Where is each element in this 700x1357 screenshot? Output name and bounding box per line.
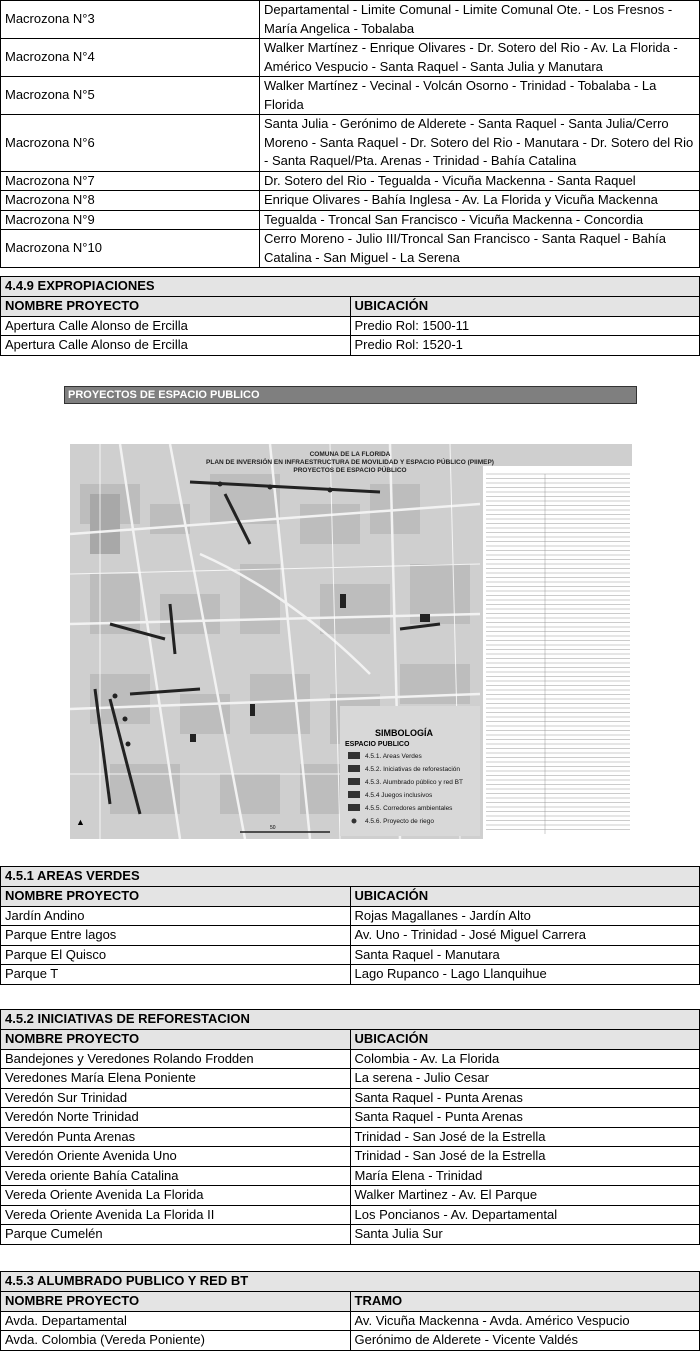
macrozona-streets: Departamental - Limite Comunal - Limite Comunal Ote. - Los Fresnos - María Angelica - Tobalaba <box>260 1 700 39</box>
table-row <box>1 115 700 172</box>
table-row <box>1 1049 700 1069</box>
table-row <box>1 1088 700 1108</box>
project-location: Colombia - Av. La Florida <box>350 1049 700 1069</box>
table-row <box>1 1069 700 1089</box>
legend-item: 4.5.6. Proyecto de riego <box>365 818 435 825</box>
table-row <box>1 1186 700 1206</box>
project-location: Av. Vicuña Mackenna - Avda. Américo Vespucio <box>350 1311 700 1331</box>
project-location: Santa Julia Sur <box>350 1225 700 1245</box>
table-row <box>1 965 700 985</box>
north-arrow-icon: ▲ <box>76 817 85 827</box>
project-name: Parque T <box>1 965 351 985</box>
project-location: La serena - Julio Cesar <box>350 1069 700 1089</box>
macrozona-streets: Walker Martínez - Enrique Olivares - Dr. Sotero del Rio - Av. La Florida - Américo Vespucio - Santa Raquel - Santa Julia y Manutara <box>260 39 700 77</box>
macrozona-name: Macrozona N°3 <box>1 1 260 39</box>
macrozona-name: Macrozona N°9 <box>1 210 260 230</box>
table-row <box>1 926 700 946</box>
table-row <box>1 1 700 39</box>
table-row <box>1 945 700 965</box>
col-header-nombre: NOMBRE PROYECTO <box>1 297 351 317</box>
project-name: Apertura Calle Alonso de Ercilla <box>1 316 351 336</box>
map-title-3: PROYECTOS DE ESPACIO PÚBLICO <box>293 467 407 474</box>
project-location: Av. Uno - Trinidad - José Miguel Carrera <box>350 926 700 946</box>
project-location: Walker Martinez - Av. El Parque <box>350 1186 700 1206</box>
section-title-reforestacion: 4.5.2 INICIATIVAS DE REFORESTACION <box>1 1010 700 1030</box>
table-row <box>1 230 700 268</box>
col-header-nombre: NOMBRE PROYECTO <box>1 887 351 907</box>
map-tables-panel <box>483 466 632 839</box>
legend-item: 4.5.4 Juegos inclusivos <box>365 792 433 799</box>
project-location: Trinidad - San José de la Estrella <box>350 1127 700 1147</box>
macrozona-streets: Dr. Sotero del Rio - Tegualda - Vicuña Mackenna - Santa Raquel <box>260 171 700 191</box>
legend-subtitle: ESPACIO PUBLICO <box>345 741 410 748</box>
macrozona-streets: Cerro Moreno - Julio III/Troncal San Francisco - Santa Raquel - Bahía Catalina - San Miguel - La Serena <box>260 230 700 268</box>
project-location: Los Poncianos - Av. Departamental <box>350 1205 700 1225</box>
project-name: Apertura Calle Alonso de Ercilla <box>1 336 351 356</box>
legend-symbol <box>348 765 360 772</box>
legend-symbol <box>348 791 360 798</box>
table-row <box>1 1331 700 1351</box>
legend-symbol <box>348 752 360 759</box>
section-title-areas-verdes: 4.5.1 AREAS VERDES <box>1 867 700 887</box>
table-row <box>1 1311 700 1331</box>
project-name: Parque El Quisco <box>1 945 351 965</box>
legend-symbol <box>352 819 357 824</box>
project-location: Predio Rol: 1520-1 <box>350 336 700 356</box>
project-name: Bandejones y Veredones Rolando Frodden <box>1 1049 351 1069</box>
table-row <box>1 336 700 356</box>
section-title-expropiaciones: 4.4.9 EXPROPIACIONES <box>1 277 700 297</box>
project-location: Gerónimo de Alderete - Vicente Valdés <box>350 1331 700 1351</box>
project-name: Avda. Colombia (Vereda Poniente) <box>1 1331 351 1351</box>
project-name: Parque Cumelén <box>1 1225 351 1245</box>
table-row <box>1 171 700 191</box>
table-row <box>1 77 700 115</box>
table-row <box>1 1108 700 1128</box>
project-location: Santa Raquel - Punta Arenas <box>350 1088 700 1108</box>
expropiaciones-table <box>0 276 700 356</box>
macrozona-name: Macrozona N°4 <box>1 39 260 77</box>
macrozona-name: Macrozona N°5 <box>1 77 260 115</box>
macrozona-streets: Santa Julia - Gerónimo de Alderete - Santa Raquel - Santa Julia/Cerro Moreno - Santa Raquel - Dr. Sotero del Rio - Manutara - Dr. Sotero del Rio - Santa Raquel/Pta. Arenas - Trinidad - Bahía Catalina <box>260 115 700 172</box>
areas-verdes-table <box>0 866 700 985</box>
legend-item: 4.5.5. Corredores ambientales <box>365 805 453 812</box>
project-name: Vereda Oriente Avenida La Florida <box>1 1186 351 1206</box>
project-name: Veredón Norte Trinidad <box>1 1108 351 1128</box>
legend-item: 4.5.2. Iniciativas de reforestación <box>365 766 461 773</box>
legend-title: SIMBOLOGÍA <box>375 728 433 738</box>
table-row <box>1 316 700 336</box>
macrozona-streets: Enrique Olivares - Bahía Inglesa - Av. La Florida y Vicuña Mackenna <box>260 191 700 211</box>
table-row <box>1 1205 700 1225</box>
table-row <box>1 1147 700 1167</box>
legend-symbol <box>348 804 360 811</box>
map-banner: PROYECTOS DE ESPACIO PUBLICO <box>64 386 637 404</box>
table-row <box>1 1166 700 1186</box>
macrozona-name: Macrozona N°6 <box>1 115 260 172</box>
macrozona-streets: Tegualda - Troncal San Francisco - Vicuña Mackenna - Concordia <box>260 210 700 230</box>
legend-symbol <box>348 778 360 785</box>
section-title-alumbrado: 4.5.3 ALUMBRADO PUBLICO Y RED BT <box>1 1272 700 1292</box>
project-location: Rojas Magallanes - Jardín Alto <box>350 906 700 926</box>
col-header-ubicacion: UBICACIÓN <box>350 887 700 907</box>
macrozonas-table <box>0 0 700 268</box>
project-location: Santa Raquel - Punta Arenas <box>350 1108 700 1128</box>
project-location: Santa Raquel - Manutara <box>350 945 700 965</box>
macrozona-name: Macrozona N°8 <box>1 191 260 211</box>
project-location: Predio Rol: 1500-11 <box>350 316 700 336</box>
alumbrado-table <box>0 1271 700 1351</box>
legend-item: 4.5.3. Alumbrado público y red BT <box>365 779 463 786</box>
map-title-2: PLAN DE INVERSIÓN EN INFRAESTRUCTURA DE MOVILIDAD Y ESPACIO PÚBLICO (PIIMEP) <box>206 459 494 466</box>
project-name: Avda. Departamental <box>1 1311 351 1331</box>
table-row <box>1 906 700 926</box>
project-name: Vereda oriente Bahía Catalina <box>1 1166 351 1186</box>
espacio-publico-map <box>70 444 632 839</box>
table-row <box>1 210 700 230</box>
table-row <box>1 1127 700 1147</box>
project-location: Lago Rupanco - Lago Llanquihue <box>350 965 700 985</box>
col-header-tramo: TRAMO <box>350 1292 700 1312</box>
project-name: Jardín Andino <box>1 906 351 926</box>
map-scale: 50 <box>270 825 276 831</box>
project-name: Veredón Sur Trinidad <box>1 1088 351 1108</box>
table-row <box>1 1225 700 1245</box>
col-header-ubicacion: UBICACIÓN <box>350 297 700 317</box>
reforestacion-table <box>0 1009 700 1245</box>
project-name: Veredón Oriente Avenida Uno <box>1 1147 351 1167</box>
project-name: Veredón Punta Arenas <box>1 1127 351 1147</box>
table-row <box>1 191 700 211</box>
legend-item: 4.5.1. Areas Verdes <box>365 753 422 760</box>
col-header-nombre: NOMBRE PROYECTO <box>1 1292 351 1312</box>
project-name: Vereda Oriente Avenida La Florida II <box>1 1205 351 1225</box>
map-title-1: COMUNA DE LA FLORIDA <box>309 451 391 458</box>
macrozona-name: Macrozona N°10 <box>1 230 260 268</box>
project-location: Trinidad - San José de la Estrella <box>350 1147 700 1167</box>
macrozona-streets: Walker Martínez - Vecinal - Volcán Osorno - Trinidad - Tobalaba - La Florida <box>260 77 700 115</box>
project-location: María Elena - Trinidad <box>350 1166 700 1186</box>
macrozona-name: Macrozona N°7 <box>1 171 260 191</box>
table-row <box>1 39 700 77</box>
col-header-ubicacion: UBICACIÓN <box>350 1030 700 1050</box>
project-name: Veredones María Elena Poniente <box>1 1069 351 1089</box>
project-name: Parque Entre lagos <box>1 926 351 946</box>
col-header-nombre: NOMBRE PROYECTO <box>1 1030 351 1050</box>
